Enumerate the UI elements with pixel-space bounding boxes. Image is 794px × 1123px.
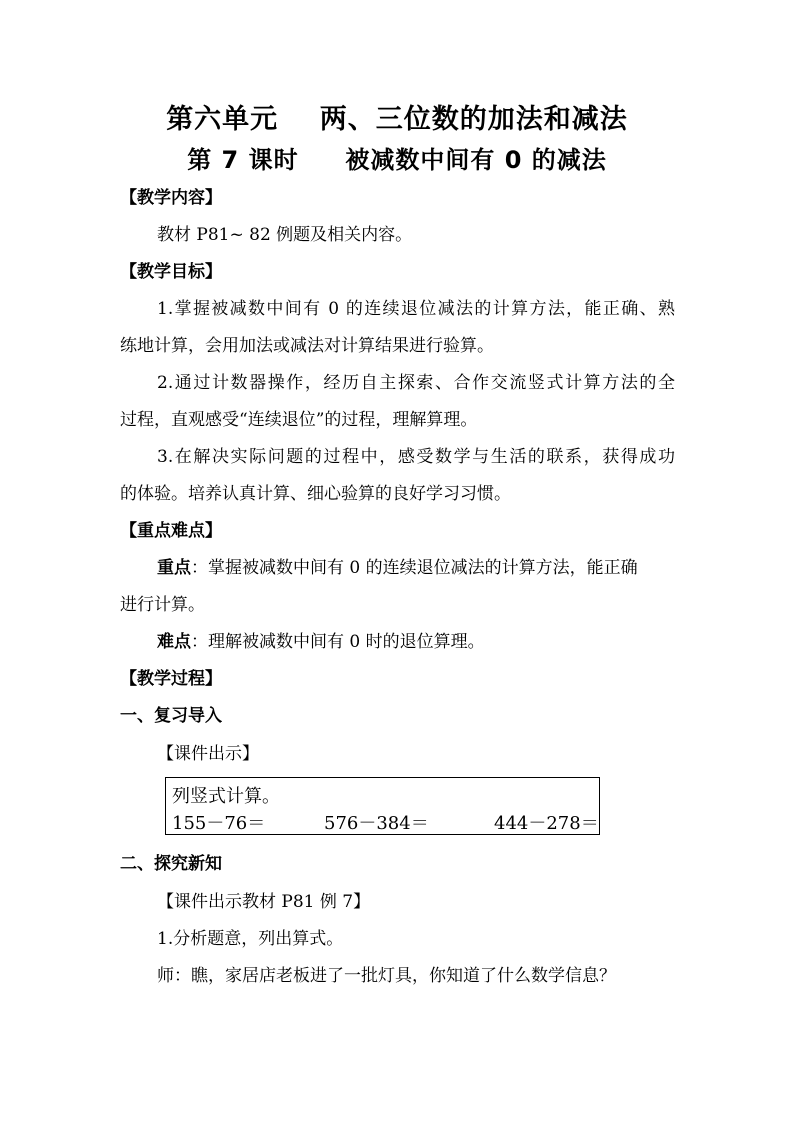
section-heading-goals: 【教学目标】 <box>120 262 222 282</box>
key-point-text: ：掌握被减数中间有 0 的连续退位减法的计算方法，能正确 <box>191 558 638 578</box>
section-heading-content: 【教学内容】 <box>120 188 222 208</box>
key-point-label: 重点 <box>157 558 191 578</box>
key-point-line-2: 进行计算。 <box>120 595 205 615</box>
goal-3-line-1: 3.在解决实际问题的过程中，感受数学与生活的联系，获得成功 <box>157 447 675 467</box>
difficulty-text: ：理解被减数中间有 0 时的退位算理。 <box>191 632 485 652</box>
unit-title: 第六单元 两、三位数的加法和减法 <box>166 104 628 135</box>
exercise-equation-2: 576－384＝ <box>324 813 429 834</box>
difficulty-line <box>157 630 485 654</box>
part-2-heading: 二、探究新知 <box>120 854 222 874</box>
content-text: 教材 P81~ 82 例题及相关内容。 <box>157 225 413 245</box>
step-1-text: 1.分析题意，列出算式。 <box>157 929 344 949</box>
exercise-box <box>165 777 600 835</box>
teacher-dialogue: 师：瞧，家居店老板进了一批灯具，你知道了什么数学信息？ <box>157 966 616 986</box>
exercise-equation-1: 155－76＝ <box>172 813 266 834</box>
exercise-instruction: 列竖式计算。 <box>172 786 280 807</box>
goal-2-line-2: 过程，直观感受“连续退位”的过程，理解算理。 <box>120 410 478 430</box>
courseware-label-1: 【课件出示】 <box>157 744 259 764</box>
section-heading-process: 【教学过程】 <box>120 669 222 689</box>
section-heading-key-points: 【重点难点】 <box>120 521 222 541</box>
lesson-title: 第 7 课时 被减数中间有 0 的减法 <box>187 146 607 174</box>
goal-1-line-1: 1.掌握被减数中间有 0 的连续退位减法的计算方法，能正确、熟 <box>157 299 675 319</box>
courseware-label-2: 【课件出示教材 P81 例 7】 <box>157 892 371 912</box>
difficulty-label: 难点 <box>157 632 191 652</box>
goal-1-line-2: 练地计算，会用加法或减法对计算结果进行验算。 <box>120 336 494 356</box>
key-point-line-1 <box>157 556 638 580</box>
exercise-equation-3: 444－278＝ <box>494 813 599 834</box>
part-1-heading: 一、复习导入 <box>120 706 222 726</box>
goal-3-line-2: 的体验。培养认真计算、细心验算的良好学习习惯。 <box>120 484 511 504</box>
goal-2-line-1: 2.通过计数器操作，经历自主探索、合作交流竖式计算方法的全 <box>157 373 675 393</box>
